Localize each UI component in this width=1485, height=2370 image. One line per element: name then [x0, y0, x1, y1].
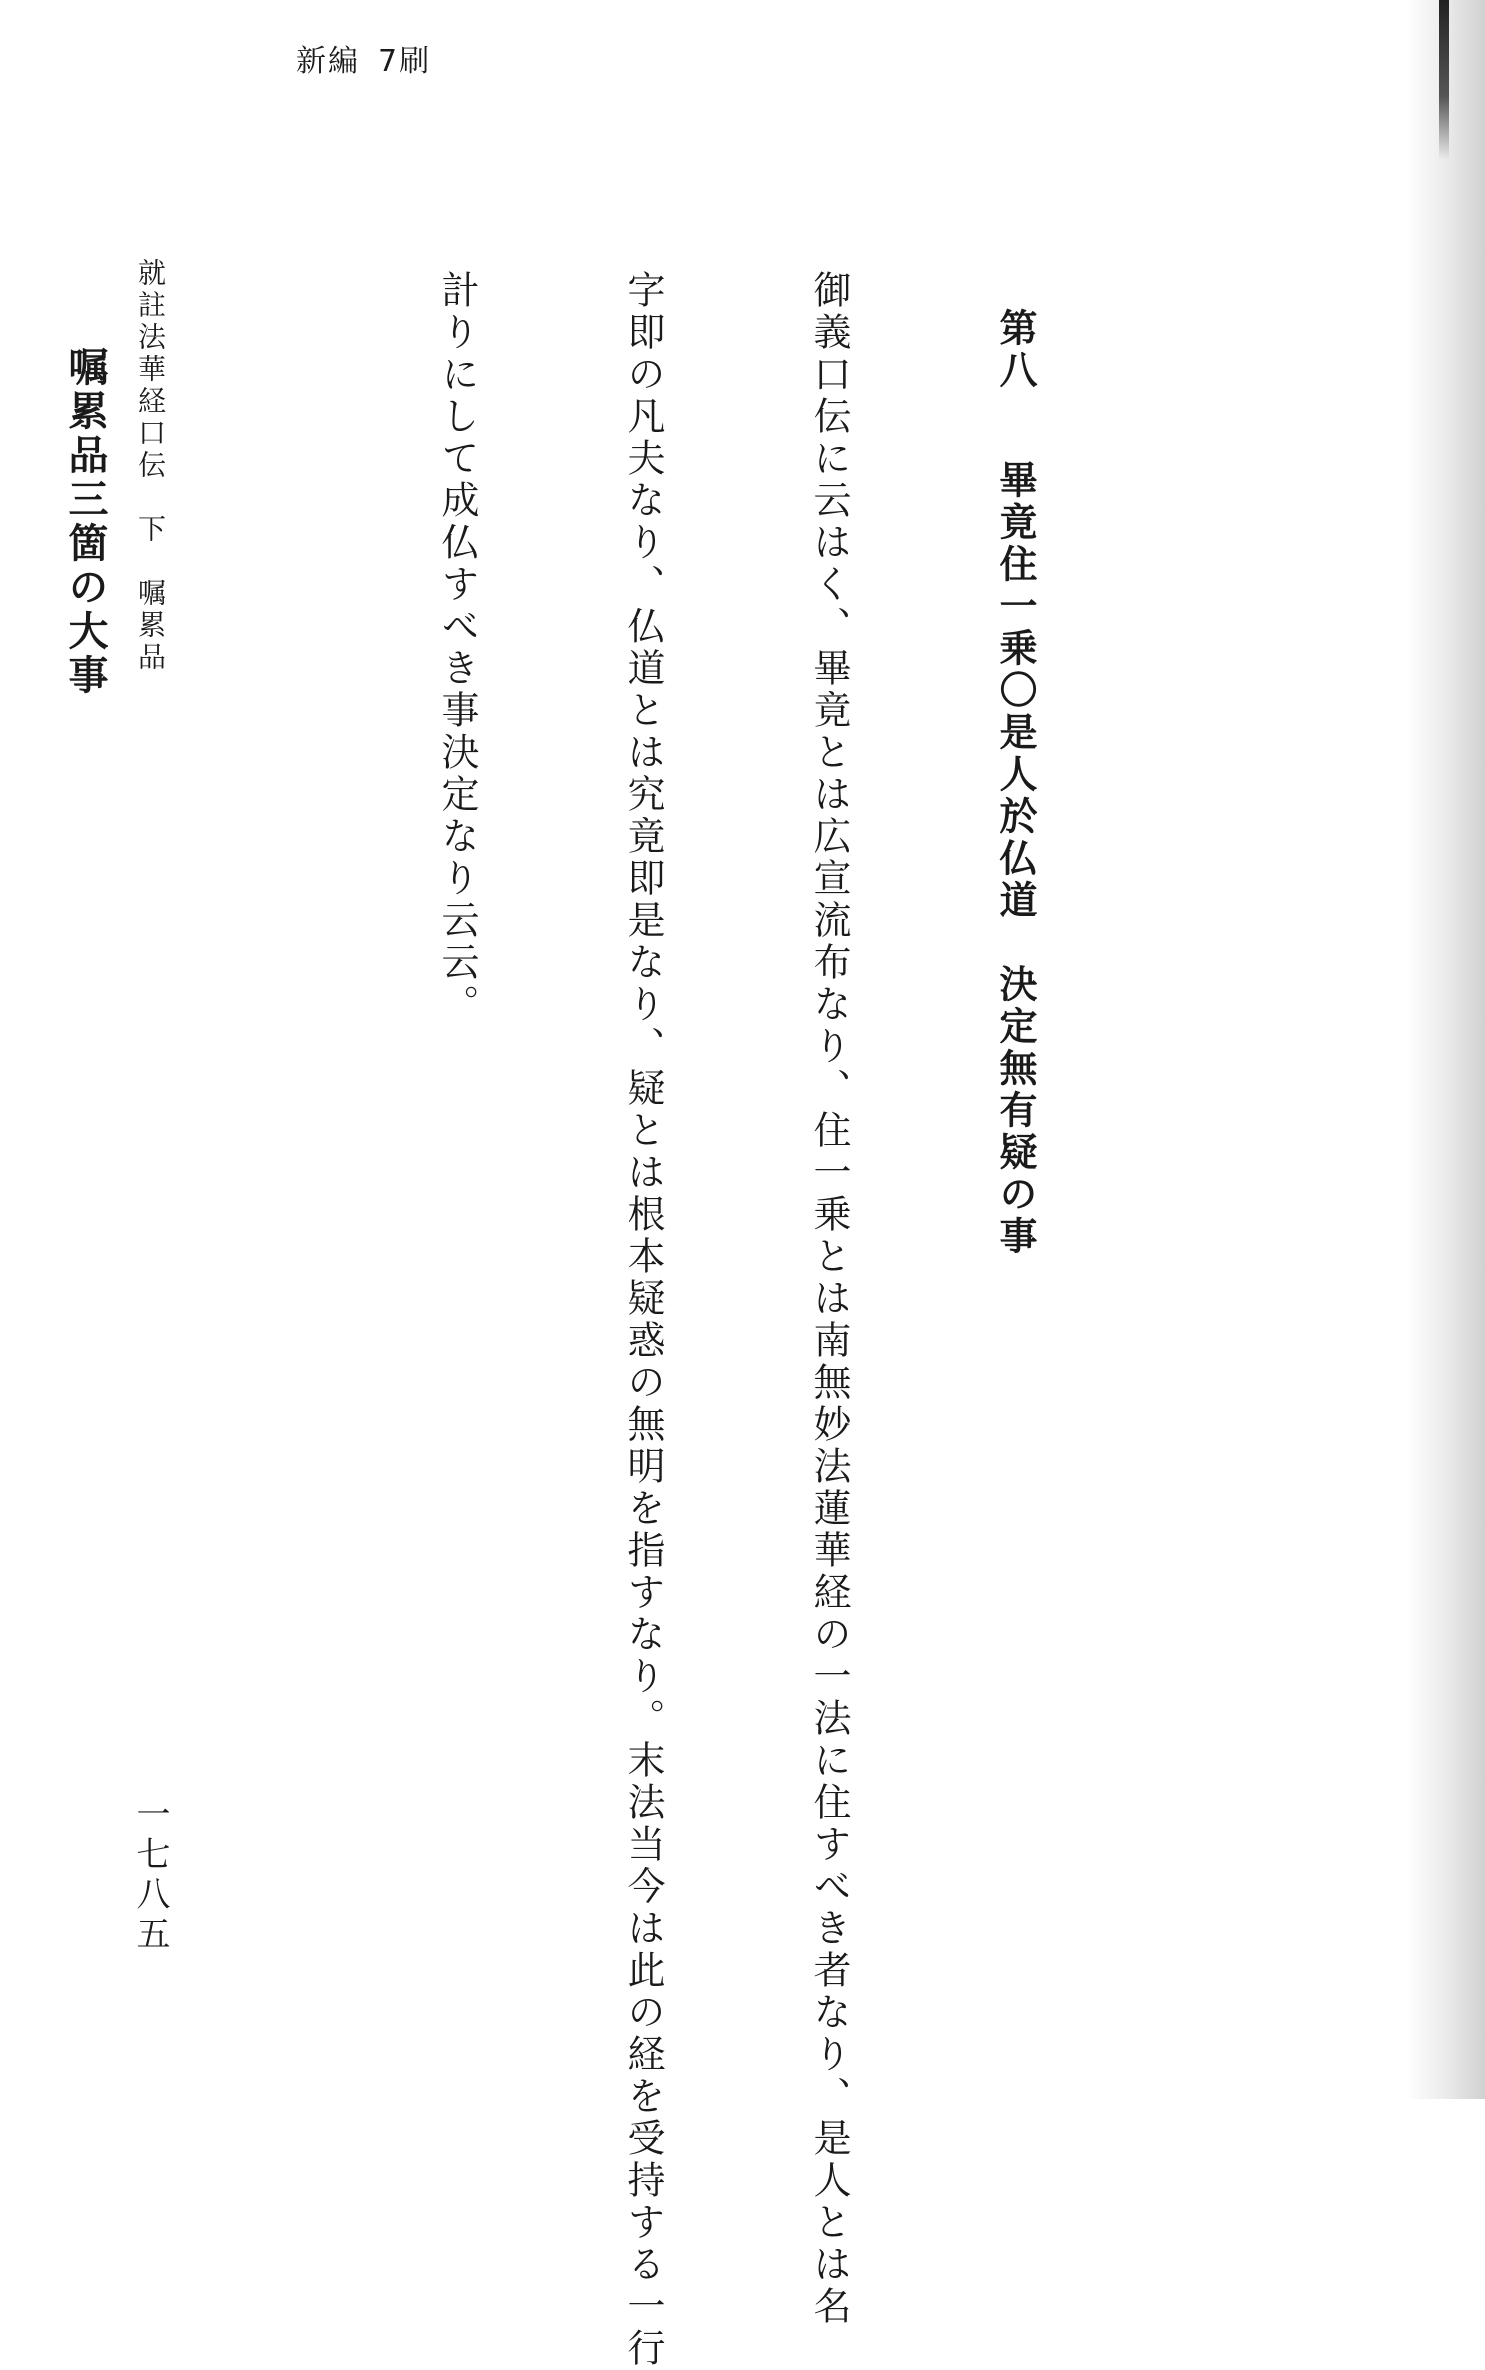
spacer — [240, 270, 302, 1910]
section8-heading — [984, 270, 1046, 1910]
section8-paragraph-line-2: 字即の凡夫なり、仏道とは究竟即是なり、疑とは根本疑惑の無明を指すなり。末法当今は此の経を受持する一行 — [621, 270, 665, 2370]
printing-label: 7刷 — [378, 44, 432, 79]
section8-title: 畢竟住一乗〇是人於仏道 決定無有疑の事 — [993, 460, 1038, 1258]
scan-edge-mark — [1439, 0, 1449, 160]
chapter-title: 嘱累品三箇の大事 — [62, 346, 109, 698]
page-header — [296, 36, 449, 80]
section8-number: 第八 — [993, 308, 1038, 392]
edition-label: 新編 — [296, 44, 360, 79]
scan-edge-shadow — [1405, 0, 1485, 2099]
running-title: 就註法華経口伝 下 嘱累品 — [134, 258, 167, 674]
section8-paragraph-line-3: 計りにして成仏すべき事決定なり云云。 — [435, 270, 479, 1026]
page-number: 一七八五 — [130, 1796, 170, 1956]
section8-paragraph-line-1: 御義口伝に云はく、畢竟とは広宣流布なり、住一乗とは南無妙法蓮華経の一法に住すべき者なり、是人とは名 — [807, 270, 851, 2328]
